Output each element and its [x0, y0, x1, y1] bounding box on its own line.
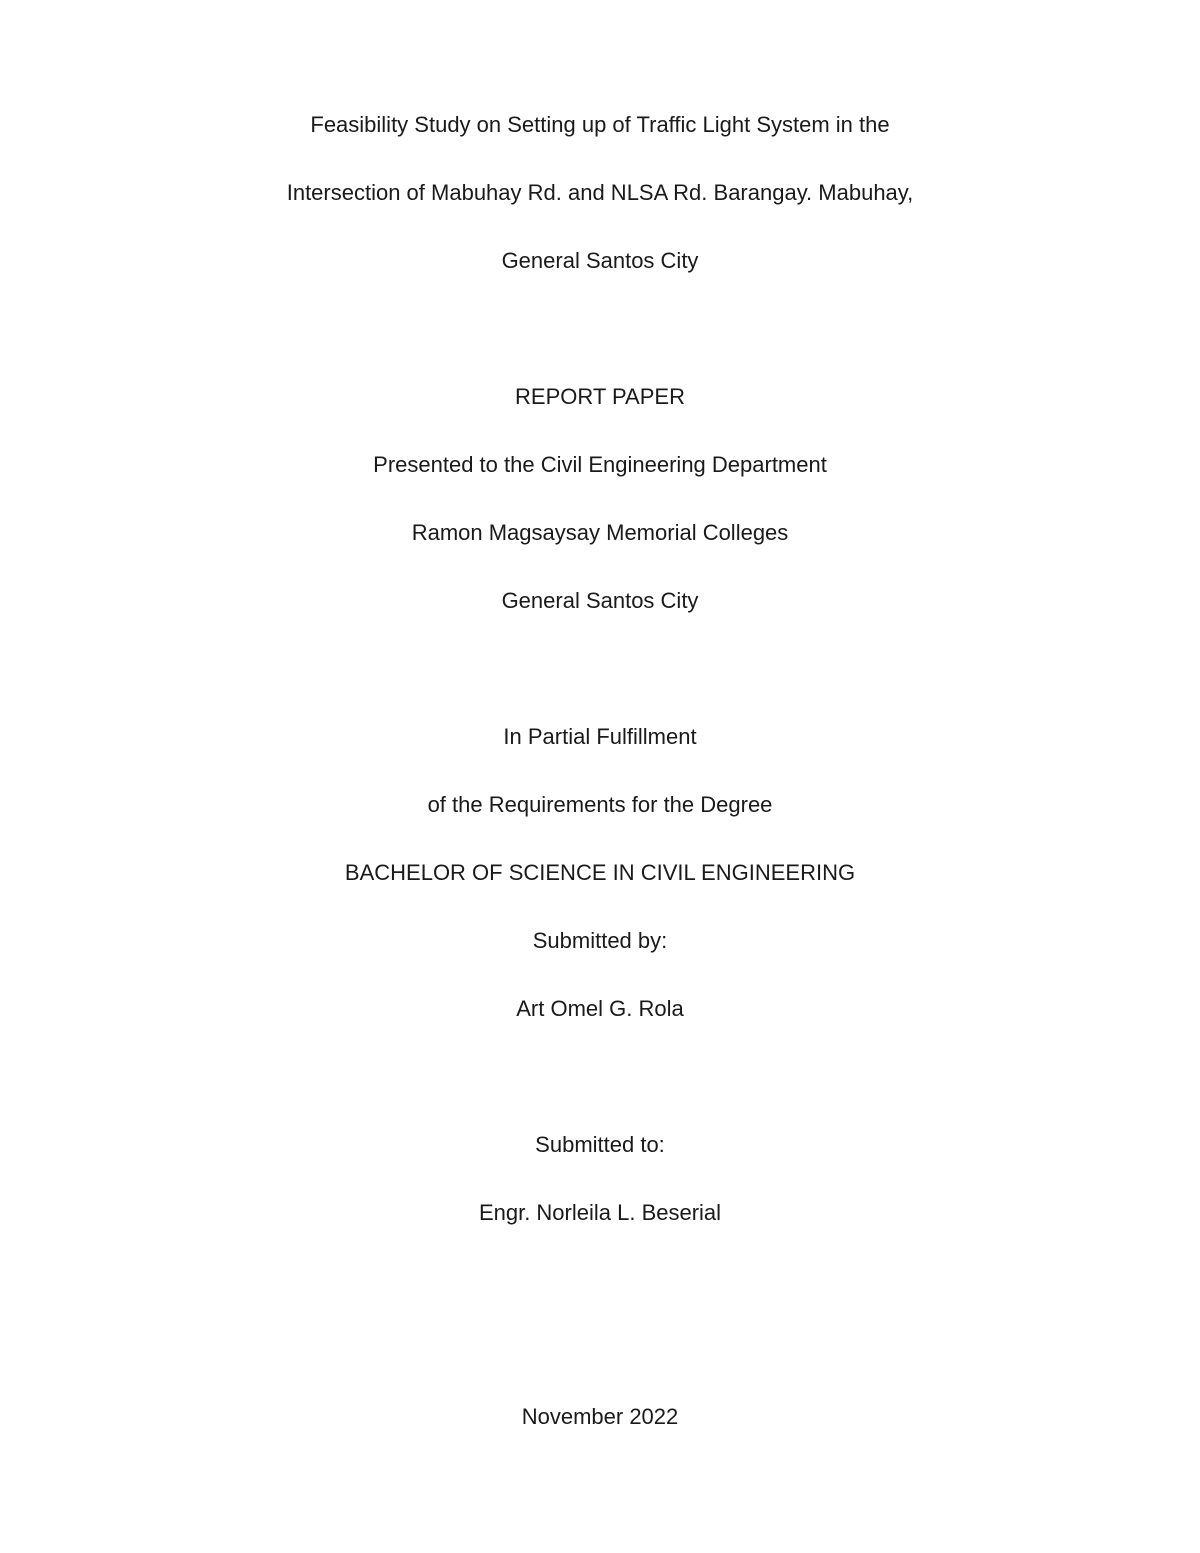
degree-name: BACHELOR OF SCIENCE IN CIVIL ENGINEERING — [344, 860, 856, 885]
submission-date: November 2022 — [521, 1404, 679, 1429]
institution-name: Ramon Magsaysay Memorial Colleges — [411, 520, 789, 545]
presented-to: Presented to the Civil Engineering Department — [373, 452, 827, 477]
institution-city: General Santos City — [501, 588, 699, 613]
fulfillment-line-1: In Partial Fulfillment — [503, 724, 697, 749]
study-title-line-2: Intersection of Mabuhay Rd. and NLSA Rd. Barangay. Mabuhay, — [286, 180, 914, 205]
submitted-to-label: Submitted to: — [535, 1132, 665, 1157]
adviser-name: Engr. Norleila L. Beserial — [478, 1200, 722, 1225]
report-type: REPORT PAPER — [515, 384, 685, 409]
study-title-line-1: Feasibility Study on Setting up of Traffic Light System in the — [310, 112, 890, 137]
fulfillment-line-2: of the Requirements for the Degree — [427, 792, 773, 817]
author-name: Art Omel G. Rola — [516, 996, 684, 1021]
submitted-by-label: Submitted by: — [532, 928, 668, 953]
study-title-line-3: General Santos City — [501, 248, 699, 273]
